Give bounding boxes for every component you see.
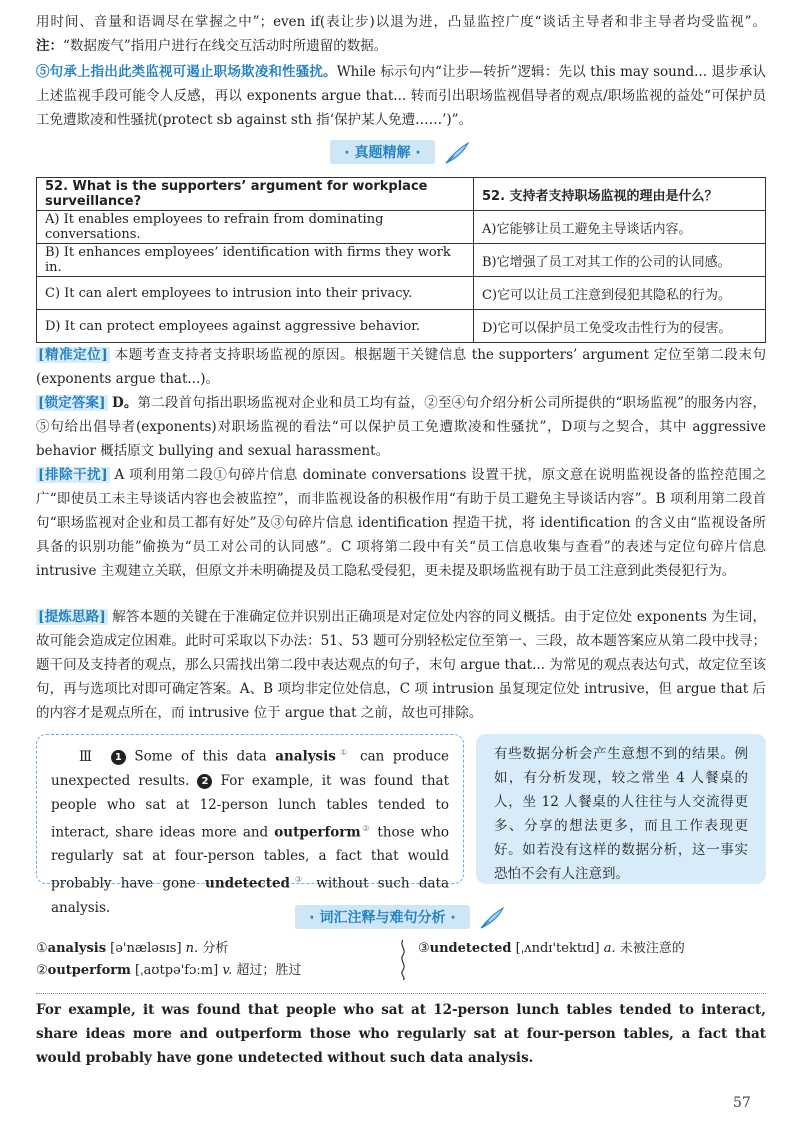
locate-tag: [精准定位]	[38, 347, 108, 363]
question-zh: 52. 支持者支持职场监视的理由是什么？	[474, 178, 766, 211]
divider-wave	[398, 940, 408, 980]
vocab-word-outperform: outperform	[274, 824, 361, 840]
vocab-word: undetected	[429, 941, 512, 956]
vocab-word: outperform	[47, 963, 131, 978]
difficult-sentence: For example, it was found that people who sat at 12-person lunch tables tended to interact, share ideas more and outperform those who regularly sat at four-person tables, a fact that would probably have gone undetected without such data analysis.	[36, 1002, 766, 1066]
vocab-list-right	[418, 938, 685, 960]
refine-tag: [提炼思路]	[38, 609, 106, 625]
passage-s1b: can produce unexpected results.	[51, 748, 449, 789]
vocab-marker: ①	[335, 748, 352, 757]
question-en: 52. What is the supporters’ argument for workplace surveillance?	[37, 178, 474, 211]
passage-s2c: without such data analysis.	[51, 875, 450, 916]
vocab-word: analysis	[47, 941, 107, 956]
answer-tag: [锁定答案]	[38, 395, 106, 411]
vocab-ipa: [ˌaʊtpə'fɔːm]	[135, 963, 219, 978]
dotted-divider	[36, 993, 766, 994]
vocab-num: ③	[418, 941, 430, 956]
option-row	[37, 211, 766, 244]
vocab-ipa: [ə'næləsɪs]	[110, 941, 182, 956]
vocab-marker: ③	[289, 875, 308, 884]
quill-icon	[477, 906, 505, 930]
vocab-pos: n.	[185, 941, 199, 956]
option-zh: A)它能够让员工避免主导谈话内容。	[474, 211, 766, 244]
question-header-row	[37, 178, 766, 211]
section-title-label: · 真题精解 ·	[330, 140, 434, 164]
vocab-num: ①	[36, 941, 48, 956]
vocab-list-left	[36, 938, 301, 982]
highlight-paragraph	[36, 60, 766, 132]
page-number: 57	[733, 1095, 751, 1111]
answer-letter: D。	[112, 395, 138, 411]
passage-s1a: Some of this data	[134, 748, 276, 765]
vocab-meaning: 超过；胜过	[236, 963, 302, 978]
vocab-entry	[36, 938, 301, 960]
section-title-vocab	[0, 905, 800, 930]
option-en: C) It can alert employees to intrusion into their privacy.	[37, 277, 474, 310]
vocab-pos: a.	[603, 941, 616, 956]
option-row	[37, 310, 766, 343]
vocab-meaning: 分析	[202, 941, 229, 956]
option-en: B) It enhances employees’ identification with firms they work in.	[37, 244, 474, 277]
paragraph-number: Ⅲ	[79, 748, 97, 765]
option-row	[37, 277, 766, 310]
vocab-word-undetected: undetected	[205, 875, 290, 892]
sentence-number-1: 1	[111, 750, 126, 765]
exclude-tag: [排除干扰]	[38, 467, 108, 483]
intro-line1: 用时间、音量和语调尽在掌握之中”；even if(表让步)以退为进，凸显监控广度“谈话主导者和非主导者均受监视”。	[36, 14, 766, 30]
highlight-rest: While 标示句内“让步—转折”逻辑：先以 this may sound... 退步承认上述监视手段可能令人反感，再以 exponents argue that... 转而引出职场监视倡导者的观点/职场监视的益处“可保护员工免遭欺凌和性骚扰(protect sb against sth 指‘保护某人免遭……’)”。	[36, 64, 766, 128]
note-text: “数据废气”指用户进行在线交互活动时所遗留的数据。	[63, 38, 388, 54]
vocab-word-analysis: analysis	[275, 748, 336, 765]
option-zh: D)它可以保护员工免受攻击性行为的侵害。	[474, 310, 766, 343]
passage-box	[36, 734, 464, 916]
option-zh: B)它增强了员工对其工作的公司的认同感。	[474, 244, 766, 277]
section-title-questions	[0, 140, 800, 165]
vocab-marker: ②	[360, 823, 372, 833]
translation-box	[476, 734, 766, 884]
option-row	[37, 244, 766, 277]
sentence-number-2: 2	[197, 774, 212, 789]
passage-s2b: those who regularly sat at four-person tables, a fact that would probably have gone	[51, 824, 450, 892]
intro-paragraph	[36, 10, 766, 58]
section-title-label: · 词汇注释与难句分析 ·	[295, 905, 469, 929]
analysis-refine	[36, 605, 766, 725]
analysis-locate	[36, 343, 766, 391]
locate-text: 本题考查支持者支持职场监视的原因。根据题干关键信息 the supporters’ argument 定位至第二段末句(exponents argue that...)。	[36, 347, 766, 387]
note-label: 注：	[36, 38, 63, 54]
vocab-ipa: [ˌʌndɪ'tektɪd]	[515, 941, 600, 956]
vocab-num: ②	[36, 963, 48, 978]
refine-text: 解答本题的关键在于准确定位并识别出正确项是对定位处内容的同义概括。由于定位处 exponents 为生词，故可能会造成定位困难。此时可采取以下办法：51、53 题可分别轻松定位至第一、三段，故本题答案应从第二段中找寻；题干问及支持者的观点，那么只需找出第二段中表达观点的句子，末句 argue that... 为常见的观点表达句式，故定位至该句，再与选项比对即可确定答案。A、B 项均非定位处信息，C 项 intrusion 虽复现定位处 intrusive，但 argue that 后的内容才是观点所在，而 intrusive 位于 argue that 之前，故也可排除。	[36, 609, 766, 721]
analysis-exclude	[36, 463, 766, 583]
vocab-meaning: 未被注意的	[619, 941, 685, 956]
analysis-answer	[36, 391, 766, 463]
vocab-pos: v.	[222, 963, 233, 978]
translation-text: 有些数据分析会产生意想不到的结果。例如，有分析发现，较之常坐 4 人餐桌的人，坐 12 人餐桌的人往往与人交流得更多、分享的想法更多，而且工作表现更好。如若没有这样的数据分析，这一事实恐怕不会有人注意到。	[494, 746, 748, 882]
highlight-sentence: ⑤句承上指出此类监视可遏止职场欺凌和性骚扰。	[36, 64, 337, 80]
passage-s2a: For example, it was found that people who sat at 12-person lunch tables tended to interact, share ideas more and	[51, 772, 450, 840]
vocab-entry	[36, 960, 301, 982]
exclude-text: A 项利用第二段①句碎片信息 dominate conversations 设置干扰，原文意在说明监视设备的监控范围之广“即使员工未主导谈话内容也会被监控”，而非监视设备的积极作用“有助于员工避免主导谈话内容”。B 项利用第二段首句“职场监视对企业和员工都有好处”及③句碎片信息 identification 捏造干扰，将 identification 的含义由“监视设备所具备的识别功能”偷换为“员工对公司的认同感”。C 项将第二段中有关“员工信息收集与查看”的表述与定位句碎片信息 intrusive 主观建立关联，但原文并未明确提及员工隐私受侵犯，更未提及职场监视有助于员工注意到此类侵犯行为。	[36, 467, 766, 579]
quill-icon	[442, 141, 470, 165]
option-en: D) It can protect employees against aggressive behavior.	[37, 310, 474, 343]
question-table	[36, 177, 766, 343]
vocab-entry	[418, 938, 685, 960]
answer-text: 第二段首句指出职场监视对企业和员工均有益，②至④句介绍分析公司所提供的“职场监视”的服务内容，⑤句给出倡导者(exponents)对职场监视的看法“可以保护员工免遭欺凌和性骚扰”，D项与之契合，其中 aggressive behavior 概括原文 bullying and sexual harassment。	[36, 395, 766, 459]
option-zh: C)它可以让员工注意到侵犯其隐私的行为。	[474, 277, 766, 310]
option-en: A) It enables employees to refrain from dominating conversations.	[37, 211, 474, 244]
